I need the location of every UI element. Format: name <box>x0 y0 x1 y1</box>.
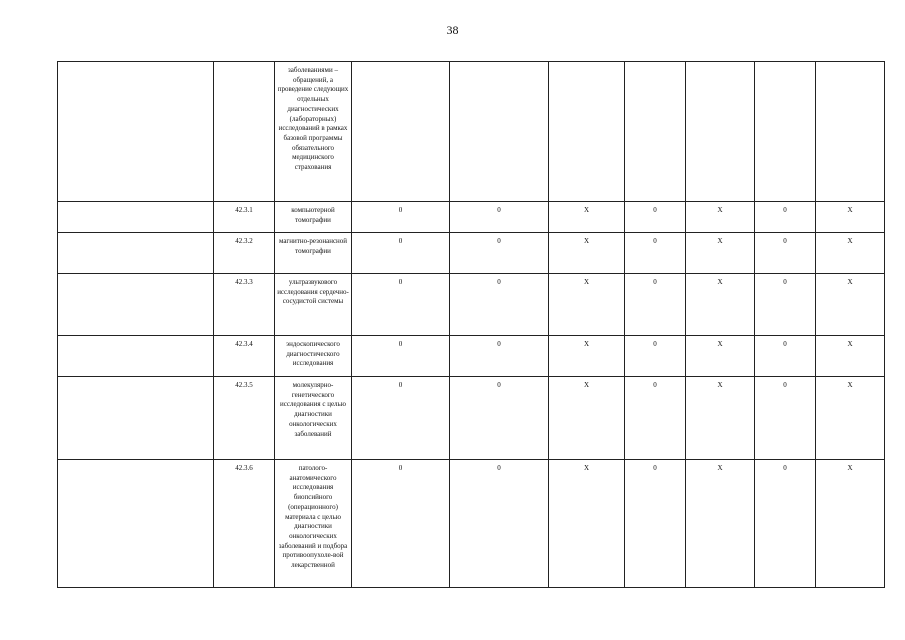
value-cell: X <box>686 274 755 336</box>
table-row <box>58 460 885 588</box>
table-cell-empty <box>58 202 214 233</box>
value-cell: 0 <box>755 336 816 377</box>
value-cell: 0 <box>625 460 686 588</box>
value-cell: 0 <box>755 202 816 233</box>
value-cell: X <box>816 377 885 460</box>
table-cell-empty <box>58 460 214 588</box>
table-row <box>58 336 885 377</box>
value-cell: 0 <box>755 274 816 336</box>
value-cell: 0 <box>755 233 816 274</box>
value-cell: X <box>686 377 755 460</box>
value-cell: 0 <box>625 336 686 377</box>
row-code: 42.3.5 <box>214 377 275 460</box>
table-row <box>58 202 885 233</box>
value-cell: 0 <box>450 336 549 377</box>
code-cell <box>214 62 275 202</box>
value-cell <box>816 62 885 202</box>
value-cell: 0 <box>450 377 549 460</box>
value-cell: 0 <box>352 336 450 377</box>
value-cell: 0 <box>625 377 686 460</box>
table-cell-empty <box>58 377 214 460</box>
value-cell: X <box>549 274 625 336</box>
value-cell: X <box>686 460 755 588</box>
value-cell: 0 <box>625 202 686 233</box>
row-code: 42.3.6 <box>214 460 275 588</box>
table-row-intro <box>58 62 885 202</box>
value-cell <box>549 62 625 202</box>
value-cell: X <box>816 274 885 336</box>
table-row <box>58 377 885 460</box>
value-cell: X <box>549 460 625 588</box>
value-cell: 0 <box>352 460 450 588</box>
table-cell-empty <box>58 336 214 377</box>
row-code: 42.3.2 <box>214 233 275 274</box>
item-description: компьютерной томографии <box>275 202 352 233</box>
item-description: эндоскопического диагностического исследования <box>275 336 352 377</box>
item-description: заболеваниями – обращений, а проведение следующих отдельных диагностических (лабораторных) исследований в рамках базовой программы обязательного медицинского страхования <box>275 62 352 202</box>
value-cell <box>450 62 549 202</box>
row-code: 42.3.4 <box>214 336 275 377</box>
value-cell: X <box>816 336 885 377</box>
value-cell: 0 <box>352 377 450 460</box>
value-cell <box>755 62 816 202</box>
row-code: 42.3.1 <box>214 202 275 233</box>
value-cell <box>625 62 686 202</box>
value-cell: X <box>816 233 885 274</box>
value-cell: 0 <box>450 202 549 233</box>
data-table <box>57 61 885 588</box>
value-cell: 0 <box>625 233 686 274</box>
value-cell <box>352 62 450 202</box>
value-cell: 0 <box>450 460 549 588</box>
value-cell: 0 <box>352 274 450 336</box>
value-cell: 0 <box>352 233 450 274</box>
table-row <box>58 274 885 336</box>
value-cell: X <box>549 233 625 274</box>
table-cell-empty <box>58 62 214 202</box>
value-cell: X <box>686 202 755 233</box>
value-cell: X <box>549 202 625 233</box>
item-description: молекулярно-генетического исследования с целью диагностики онкологических заболеваний <box>275 377 352 460</box>
value-cell: 0 <box>450 233 549 274</box>
item-description: патолого-анатомического исследования биопсийного (операционного) материала с целью диагностики онкологических заболеваний и подбора противоопухоле-вой лекарственной <box>275 460 352 588</box>
item-description: магнитно-резонансной томографии <box>275 233 352 274</box>
value-cell: X <box>816 202 885 233</box>
value-cell: 0 <box>625 274 686 336</box>
value-cell: X <box>816 460 885 588</box>
table-row <box>58 233 885 274</box>
table-cell-empty <box>58 233 214 274</box>
value-cell: 0 <box>352 202 450 233</box>
value-cell <box>686 62 755 202</box>
item-description: ультразвукового исследования сердечно-сосудистой системы <box>275 274 352 336</box>
table-cell-empty <box>58 274 214 336</box>
value-cell: X <box>549 336 625 377</box>
value-cell: 0 <box>755 460 816 588</box>
page-number: 38 <box>446 23 459 37</box>
value-cell: X <box>686 233 755 274</box>
value-cell: X <box>686 336 755 377</box>
value-cell: 0 <box>450 274 549 336</box>
row-code: 42.3.3 <box>214 274 275 336</box>
value-cell: 0 <box>755 377 816 460</box>
value-cell: X <box>549 377 625 460</box>
